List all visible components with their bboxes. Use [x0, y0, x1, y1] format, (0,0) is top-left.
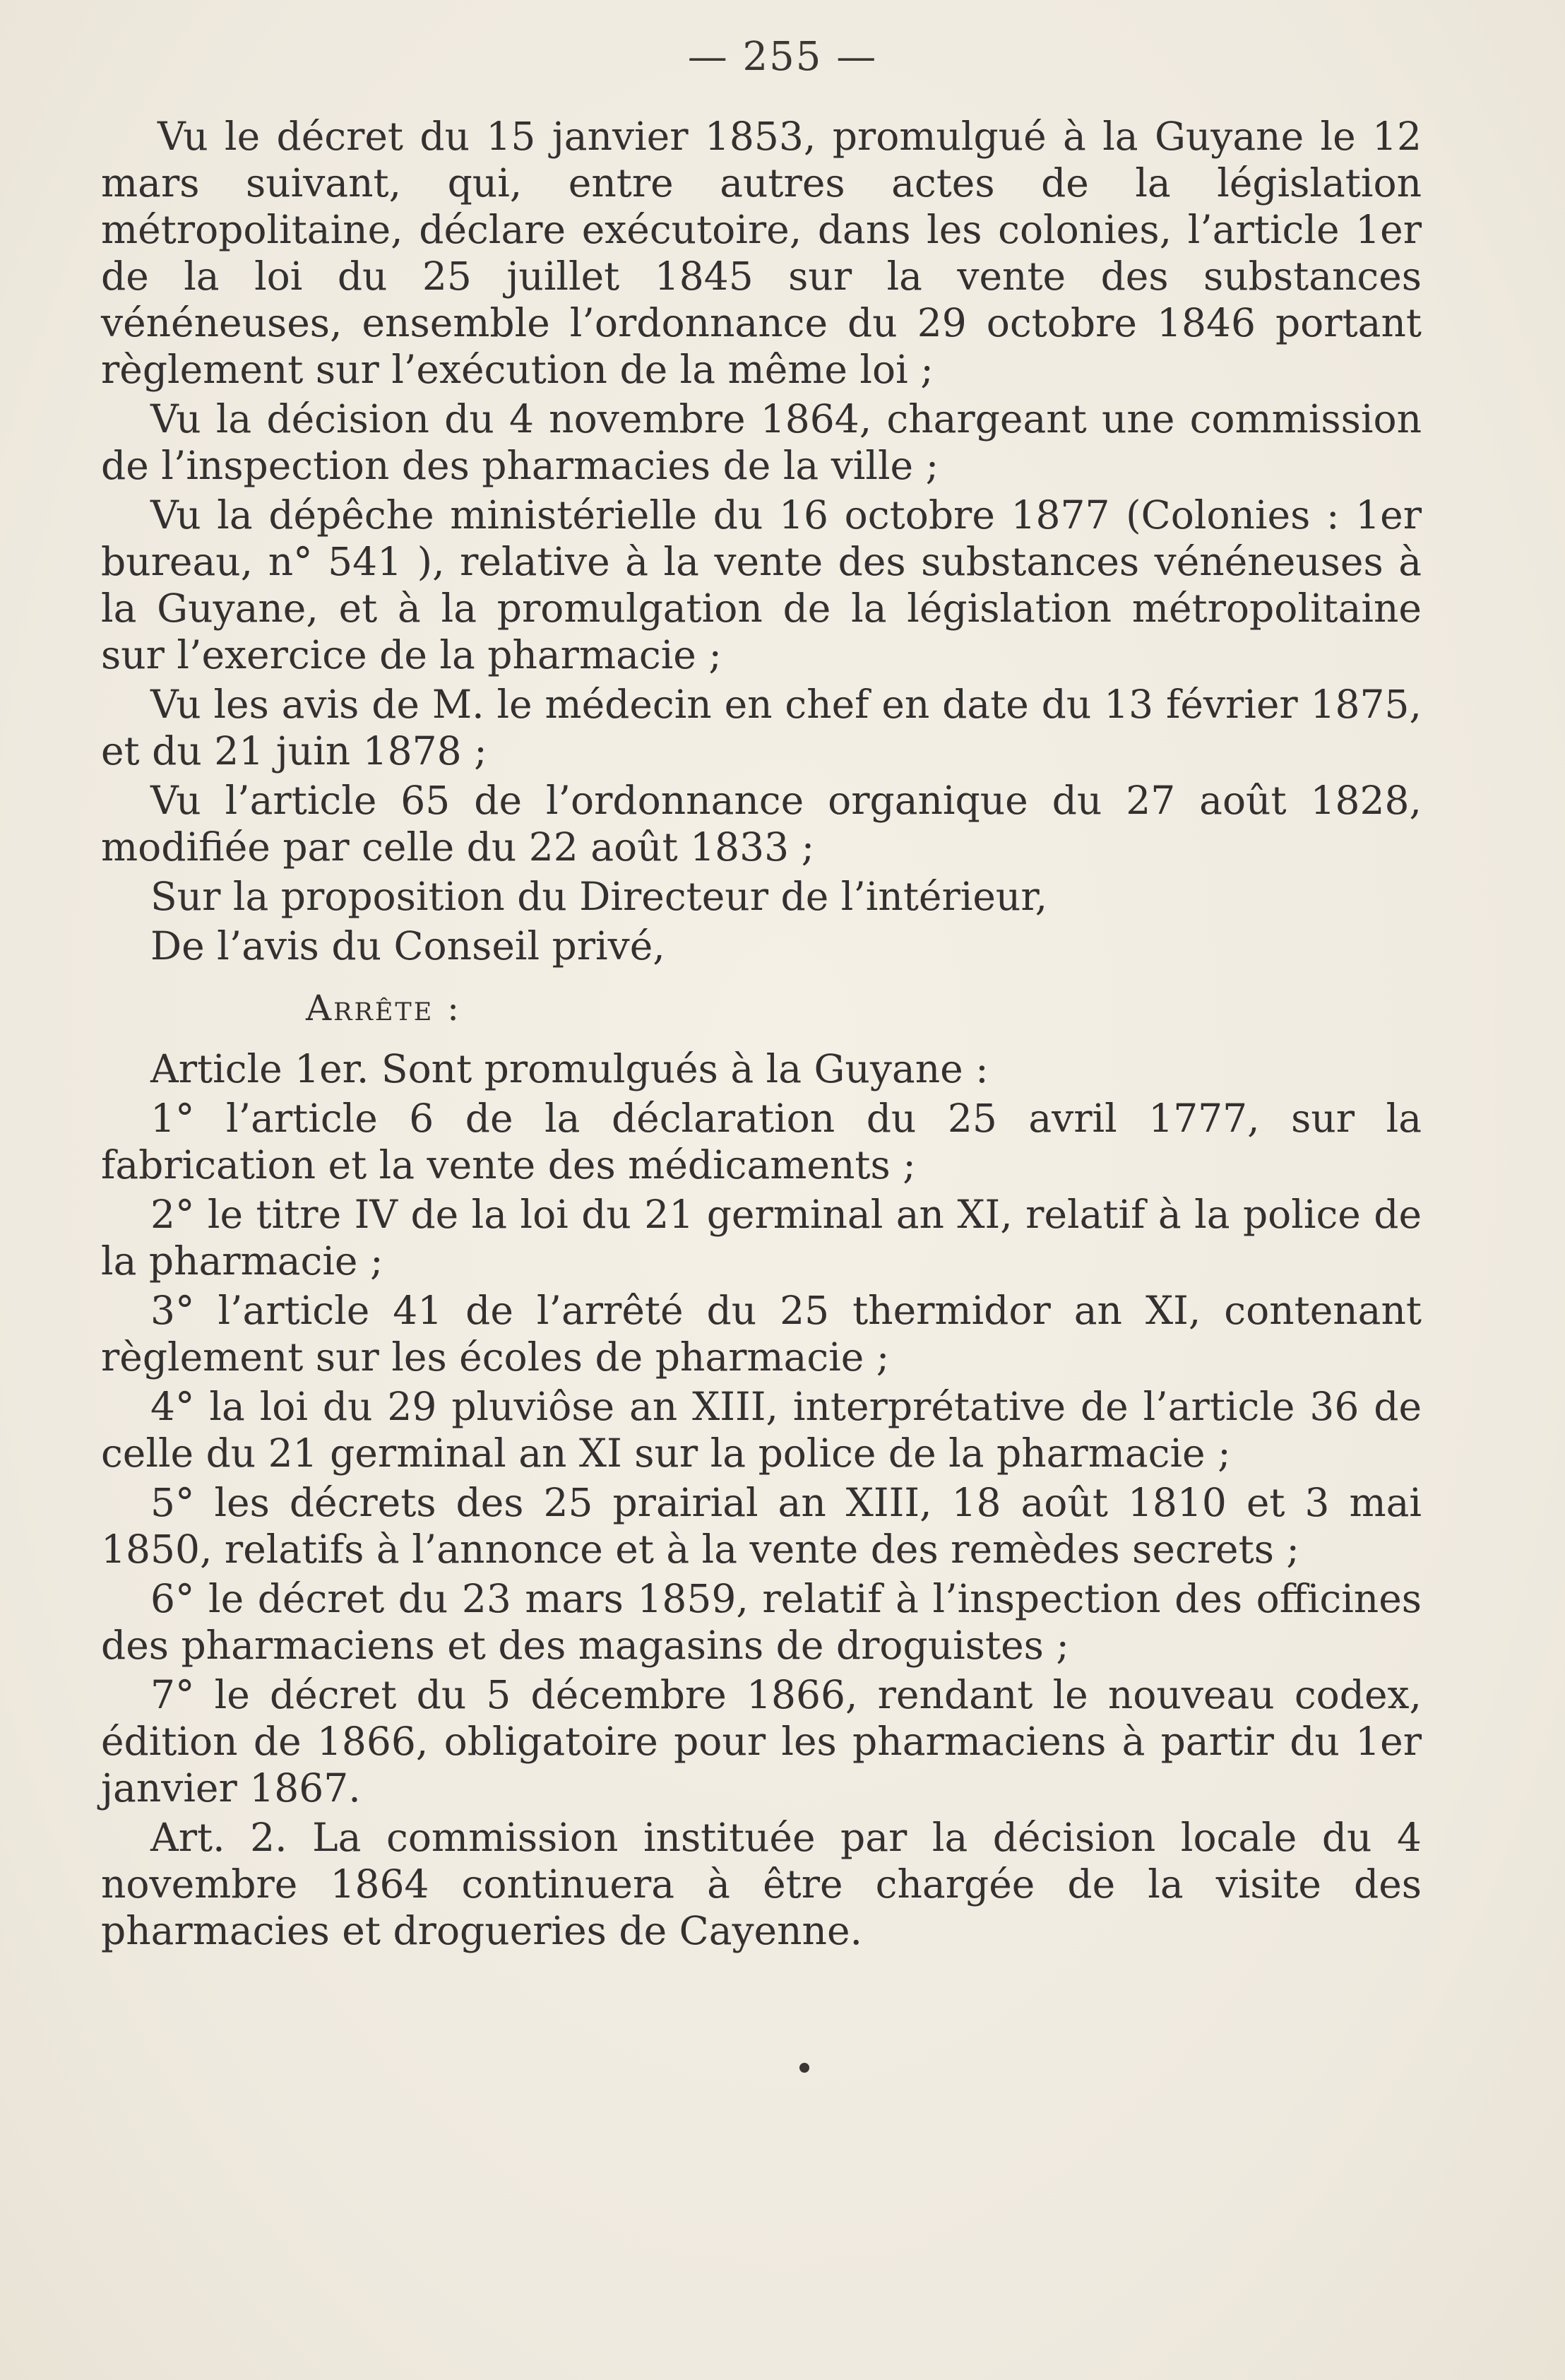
preamble-paragraph: De l’avis du Conseil privé,: [150, 923, 665, 969]
article-1-item: 4° la loi du 29 pluviôse an XIII, interprétative de l’article 36 de celle du 21 germinal an XI sur la police de la pharmacie ;: [101, 1384, 1422, 1476]
preamble-paragraph: Sur la proposition du Directeur de l’intérieur,: [150, 874, 1048, 919]
article-2: Art. 2. La commission instituée par la décision locale du 4 novembre 1864 continuera à être chargée de la visite des pharmacies et drogueries de Cayenne.: [101, 1815, 1422, 1953]
article-1-item: 5° les décrets des 25 prairial an XIII, 18 août 1810 et 3 mai 1850, relatifs à l’annonce et à la vente des remèdes secrets ;: [101, 1480, 1422, 1572]
preamble-paragraph: Vu la dépêche ministérielle du 16 octobre 1877 (Colonies : 1er bureau, n° 541 ), relative à la vente des substances vénéneuses à la Guyane, et à la promulgation de la législation métropolitaine sur l’exercice de la pharmacie ;: [101, 492, 1422, 677]
article-1-item: 1° l’article 6 de la déclaration du 25 avril 1777, sur la fabrication et la vente des médicaments ;: [101, 1096, 1422, 1188]
article-1-item: 2° le titre IV de la loi du 21 germinal an XI, relatif à la police de la pharmacie ;: [101, 1192, 1422, 1284]
article-1-intro: Article 1er. Sont promulgués à la Guyane :: [150, 1046, 989, 1091]
ink-speck: [799, 2063, 809, 2073]
preamble-paragraph: Vu le décret du 15 janvier 1853, promulgué à la Guyane le 12 mars suivant, qui, entre autres actes de la législation métropolitaine, déclare exécutoire, dans les colonies, l’article 1er de la loi du 25 juillet 1845 sur la vente des substances vénéneuses, ensemble l’ordonnance du 29 octobre 1846 portant règlement sur l’exécution de la même loi ;: [101, 114, 1422, 392]
document-body: [101, 113, 1422, 1957]
preamble-paragraph: Vu l’article 65 de l’ordonnance organique du 27 août 1828, modifiée par celle du 22 août 1833 ;: [101, 778, 1422, 870]
preamble-paragraph: Vu les avis de M. le médecin en chef en date du 13 février 1875, et du 21 juin 1878 ;: [101, 682, 1422, 774]
arrete-heading: Arrête :: [306, 988, 461, 1029]
article-1-item: 6° le décret du 23 mars 1859, relatif à l’inspection des officines des pharmaciens et des magasins de droguistes ;: [101, 1576, 1422, 1668]
article-1-item: 3° l’article 41 de l’arrêté du 25 thermidor an XI, contenant règlement sur les écoles de pharmacie ;: [101, 1288, 1422, 1380]
page-number: — 255 —: [687, 34, 878, 80]
preamble-paragraph: Vu la décision du 4 novembre 1864, chargeant une commission de l’inspection des pharmacies de la ville ;: [101, 396, 1422, 488]
article-1-item: 7° le décret du 5 décembre 1866, rendant le nouveau codex, édition de 1866, obligatoire pour les pharmaciens à partir du 1er janvier 1867.: [101, 1672, 1422, 1811]
